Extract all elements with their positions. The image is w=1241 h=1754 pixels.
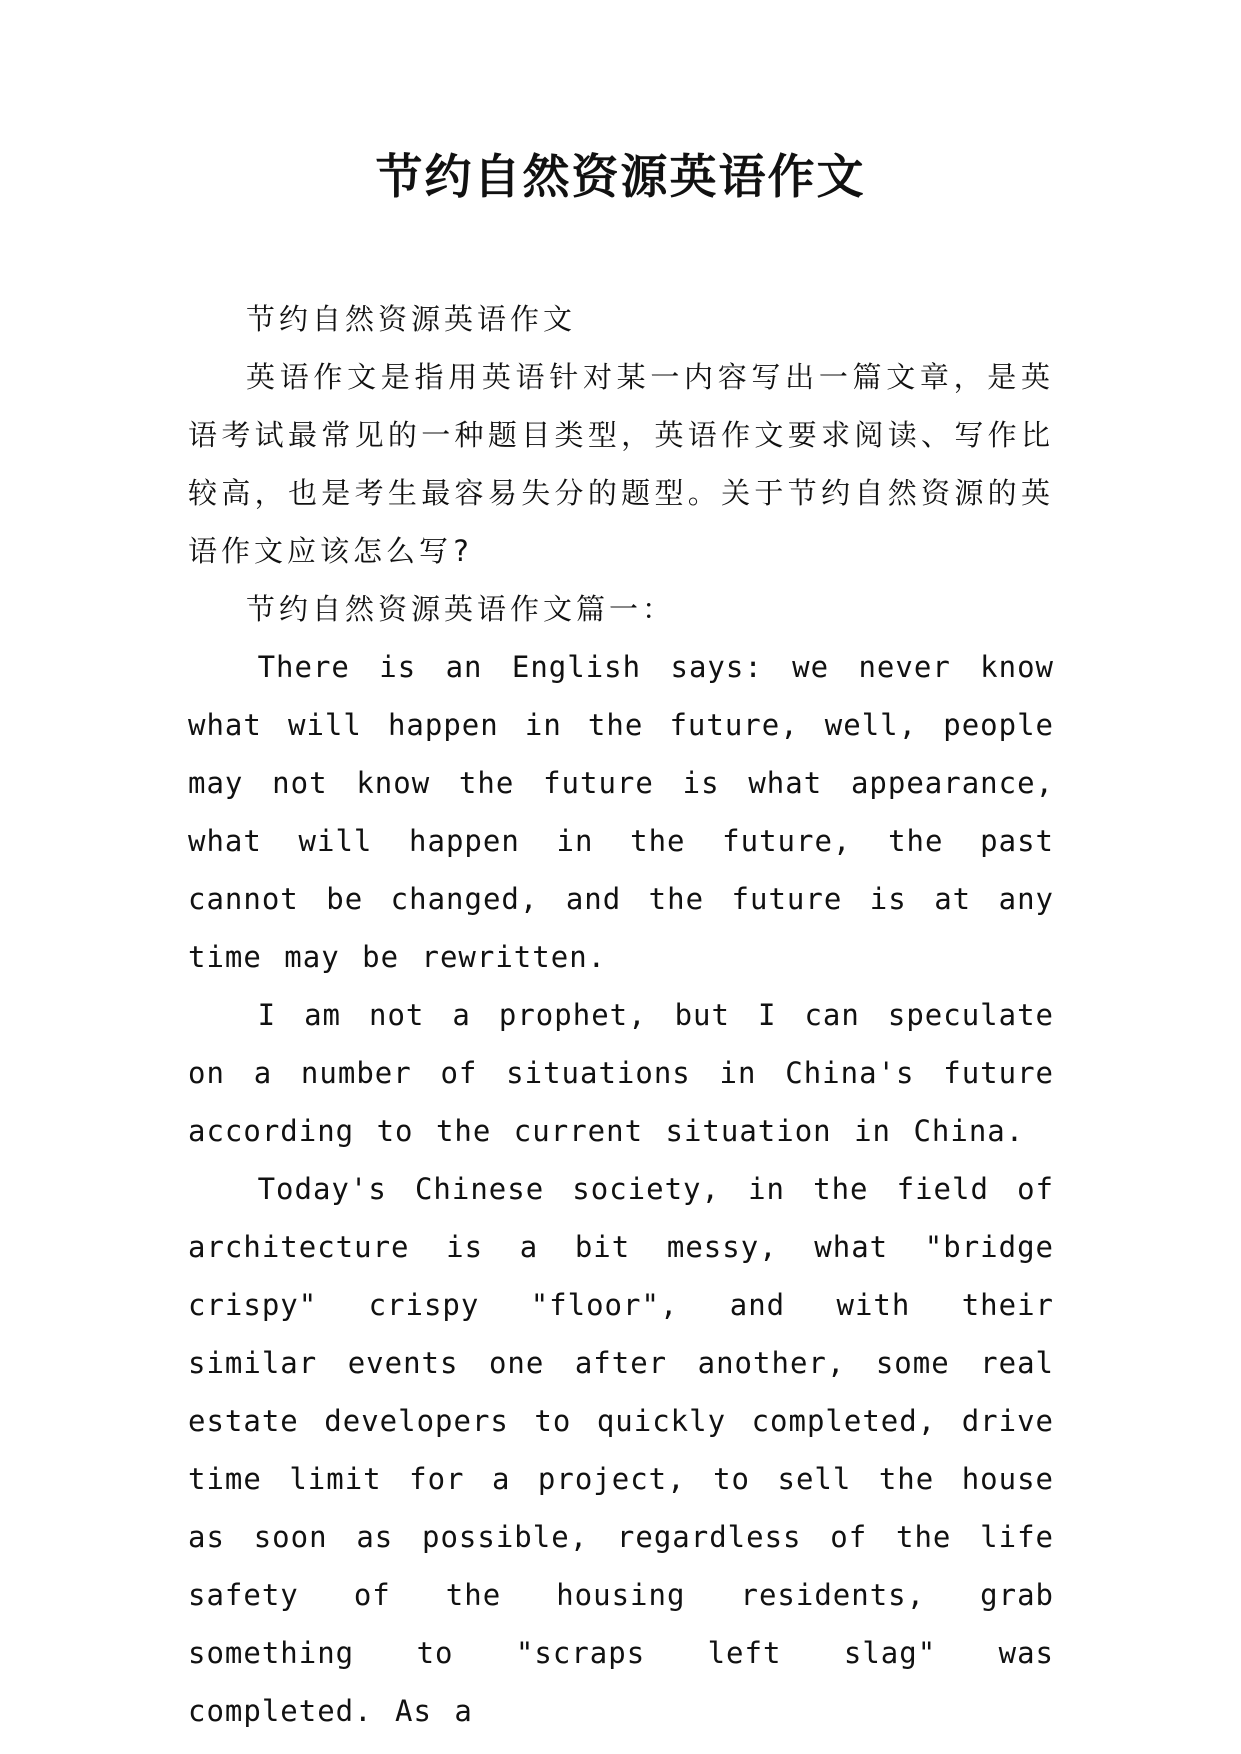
document-title: 节约自然资源英语作文: [375, 150, 866, 205]
essay-paragraph-3: Today's Chinese society, in the field of architecture is a bit messy, what "bridge crispy" crispy "floor", and with their similar events one after another, some real estate developers to quickly completed, drive time limit for a project, to sell the house as soon as possible, regardless of the life safety of the housing residents, grab something to "scraps left slag" was completed. As a: [188, 1172, 1054, 1728]
intro-paragraph: 英语作文是指用英语针对某一内容写出一篇文章，是英语考试最常见的一种题目类型，英语作文要求阅读、写作比较高，也是考生最容易失分的题型。关于节约自然资源的英语作文应该怎么写?: [188, 360, 1054, 568]
subtitle-paragraph: 节约自然资源英语作文: [246, 302, 577, 336]
section-heading: 节约自然资源英语作文篇一：: [246, 592, 676, 626]
essay-paragraph-2: I am not a prophet, but I can speculate on a number of situations in China's future according to the current situation in China.: [188, 998, 1054, 1148]
essay-paragraph-1: There is an English says: we never know what will happen in the future, well, people may not know the future is what appearance, what will happen in the future, the past cannot be changed, and the future is at any time may be rewritten.: [188, 650, 1054, 974]
document-body: [188, 290, 1054, 1740]
